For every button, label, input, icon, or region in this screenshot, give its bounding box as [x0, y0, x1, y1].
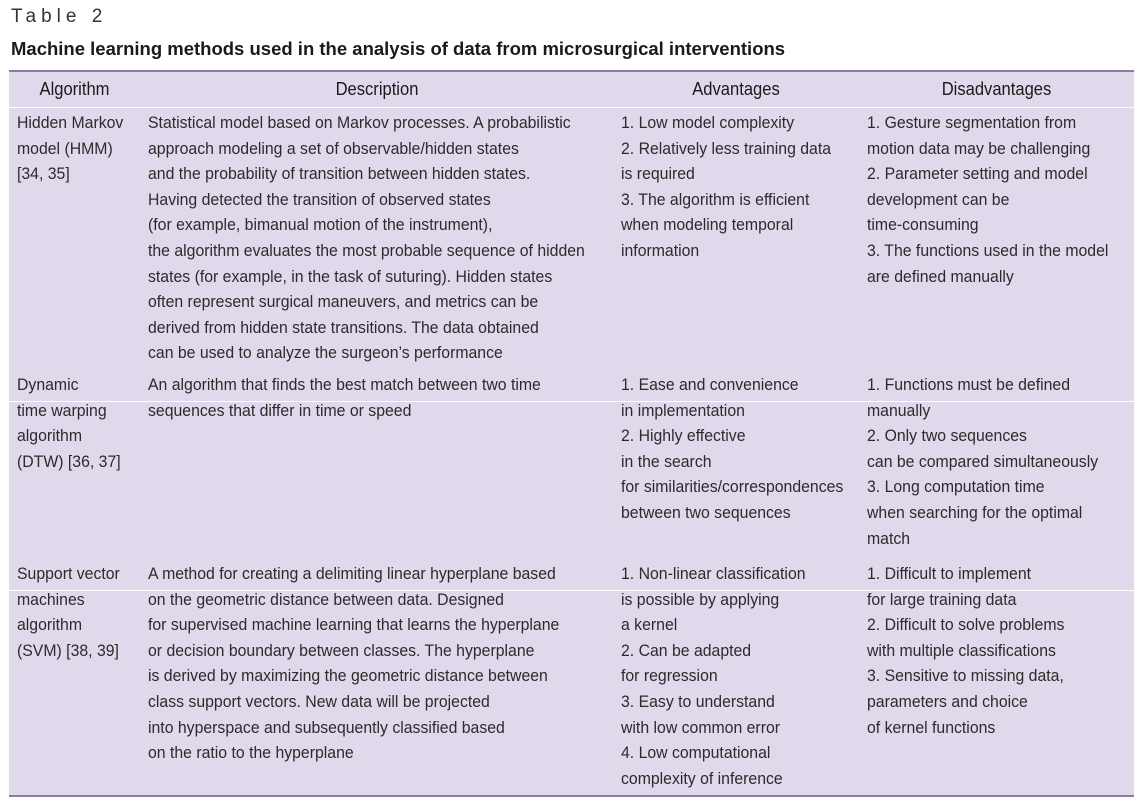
cell-line: development can be [867, 189, 1010, 209]
cell-line: parameters and choice [867, 691, 1028, 711]
cell-line: sequences that differ in time or speed [148, 400, 412, 420]
column-header-description: Description [335, 79, 419, 99]
cell-advantages [621, 110, 831, 264]
cell-line: in the search [621, 451, 712, 471]
cell-line: when modeling temporal [621, 215, 794, 235]
cell-line: 2. Highly effective [621, 426, 746, 446]
cell-line: match [867, 528, 911, 548]
cell-line: (DTW) [36, 37] [17, 451, 121, 471]
cell-line: is required [621, 164, 695, 184]
cell-line: between two sequences [621, 502, 791, 522]
column-header-algorithm: Algorithm [39, 79, 110, 99]
cell-line: are defined manually [867, 266, 1014, 286]
cell-line: (SVM) [38, 39] [17, 640, 119, 660]
cell-line: is derived by maximizing the geometric distance between [148, 666, 548, 686]
cell-line: 2. Relatively less training data [621, 138, 832, 158]
cell-line: Dynamic [17, 375, 79, 394]
cell-line: for large training data [867, 589, 1017, 609]
cell-line: can be used to analyze the surgeon’s performance [148, 343, 503, 363]
cell-disadvantages [867, 372, 1098, 551]
cell-line: algorithm [17, 426, 83, 446]
cell-line: with multiple classifications [867, 640, 1056, 660]
cell-line: 3. The algorithm is efficient [621, 189, 810, 209]
cell-description [148, 372, 541, 423]
cell-line: motion data may be challenging [867, 138, 1091, 158]
cell-line: of kernel functions [867, 717, 996, 737]
cell-line: with low common error [621, 717, 781, 737]
cell-line: approach modeling a set of observable/hidden states [148, 138, 519, 158]
cell-line: Statistical model based on Markov processes. A probabilistic [148, 113, 571, 132]
cell-line: 2. Difficult to solve problems [867, 615, 1065, 635]
column-header-advantages: Advantages [692, 79, 780, 99]
cell-line: in implementation [621, 400, 745, 420]
column-header-disadvantages: Disadvantages [941, 79, 1052, 99]
cell-line: for similarities/correspondences [621, 477, 844, 497]
cell-line: can be compared simultaneously [867, 451, 1099, 471]
cell-line: machines [17, 589, 85, 609]
cell-line: Having detected the transition of observed states [148, 189, 491, 209]
methods-table [9, 72, 1134, 795]
cell-line: complexity of inference [621, 768, 783, 788]
cell-line: Hidden Markov [17, 113, 124, 132]
cell-disadvantages [867, 110, 1108, 289]
cell-line: information [621, 240, 700, 260]
cell-line: 1. Functions must be defined [867, 375, 1071, 394]
cell-algorithm [17, 110, 123, 187]
cell-disadvantages [867, 561, 1064, 740]
cell-line: 2. Only two sequences [867, 426, 1027, 446]
cell-line: on the ratio to the hyperplane [148, 743, 354, 763]
cell-line: 1. Low model complexity [621, 113, 795, 132]
cell-line: states (for example, in the task of suturing). Hidden states [148, 266, 553, 286]
cell-line: when searching for the optimal [867, 502, 1083, 522]
cell-line: (for example, bimanual motion of the instrument), [148, 215, 493, 235]
cell-line: is possible by applying [621, 589, 780, 609]
cell-line: class support vectors. New data will be projected [148, 691, 490, 711]
cell-line: and the probability of transition between hidden states. [148, 164, 531, 184]
cell-line: 1. Difficult to implement [867, 564, 1032, 583]
cell-line: 1. Ease and convenience [621, 375, 799, 394]
cell-algorithm [17, 372, 121, 474]
cell-line: 2. Can be adapted [621, 640, 752, 660]
cell-line: for supervised machine learning that learns the hyperplane [148, 615, 560, 635]
table-title: Machine learning methods used in the analysis of data from microsurgical interventions [11, 38, 786, 59]
cell-line: often represent surgical maneuvers, and metrics can be [148, 292, 539, 312]
cell-line: on the geometric distance between data. Designed [148, 589, 504, 609]
cell-line: time-consuming [867, 215, 979, 235]
cell-line: the algorithm evaluates the most probable sequence of hidden [148, 240, 585, 260]
cell-description [148, 561, 559, 766]
cell-line: An algorithm that finds the best match between two time [148, 375, 541, 394]
cell-line: for regression [621, 666, 718, 686]
cell-line: 3. The functions used in the model [867, 240, 1109, 260]
cell-line: algorithm [17, 615, 83, 635]
cell-algorithm [17, 561, 120, 663]
table-bottom-rule [9, 795, 1134, 797]
cell-line: 3. Easy to understand [621, 691, 775, 711]
cell-line: 1. Gesture segmentation from [867, 113, 1077, 132]
cell-line: a kernel [621, 615, 678, 635]
cell-line: 3. Long computation time [867, 477, 1045, 497]
cell-line: 2. Parameter setting and model [867, 164, 1088, 184]
cell-line: 3. Sensitive to missing data, [867, 666, 1064, 686]
cell-line: time warping [17, 400, 107, 420]
cell-line: model (HMM) [17, 138, 113, 158]
cell-line: derived from hidden state transitions. The data obtained [148, 317, 539, 337]
cell-line: Support vector [17, 564, 120, 583]
cell-line: 4. Low computational [621, 743, 771, 763]
cell-line: or decision boundary between classes. The hyperplane [148, 640, 535, 660]
cell-line: 1. Non-linear classification [621, 564, 806, 583]
cell-advantages [621, 561, 806, 791]
table-label: Table 2 [11, 6, 108, 27]
cell-description [148, 110, 585, 366]
cell-line: manually [867, 400, 931, 420]
cell-line: A method for creating a delimiting linear hyperplane based [148, 564, 556, 583]
cell-line: [34, 35] [17, 164, 70, 184]
cell-advantages [621, 372, 843, 526]
cell-line: into hyperspace and subsequently classified based [148, 717, 505, 737]
